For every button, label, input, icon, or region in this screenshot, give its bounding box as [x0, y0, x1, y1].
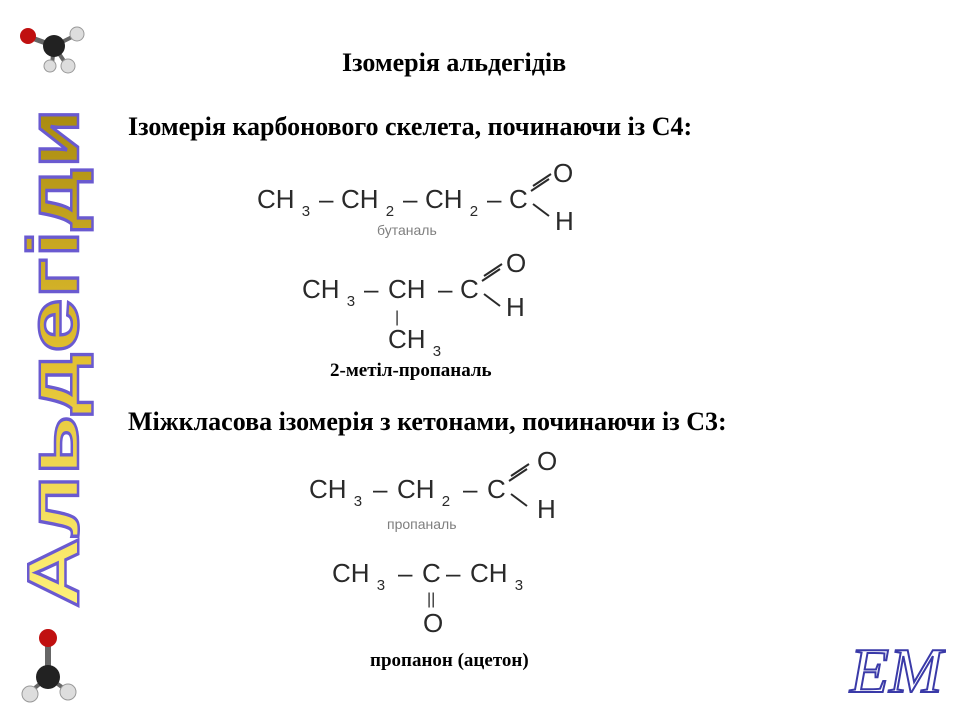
molecule-model-top-icon [14, 16, 94, 76]
name-propanone: пропанон (ацетон) [370, 650, 529, 671]
svg-text:||: || [427, 591, 436, 608]
side-banner [0, 80, 100, 620]
svg-text:CH 3 – C –: CH $_3$ – C – CH $_3$ [332, 558, 524, 594]
svg-text:EM: EM [850, 635, 943, 706]
svg-text:H: H [555, 206, 574, 236]
svg-text:CH 3 – CH 2: CH $_3$ – CH $_2$ – C [309, 474, 506, 510]
svg-text:CH 3 – CH 2: CH $_3$ – CH $_2$ – CH $_2$ – C [257, 184, 528, 220]
svg-text:H: H [506, 292, 525, 322]
svg-text:H: H [537, 494, 556, 524]
section-heading-interclass: Міжкласова ізомерія з кетонами, починаючи із С3: [128, 407, 727, 436]
name-methylpropanal: 2-метіл-пропаналь [330, 360, 492, 381]
name-butanal: бутаналь [377, 222, 437, 238]
svg-text:O: O [537, 448, 558, 476]
molecule-model-bottom-icon [14, 622, 84, 710]
page-title: Ізомерія альдегідів [342, 48, 567, 77]
svg-text:O: O [506, 248, 527, 278]
svg-text:CH 3: CH $_3$ [388, 324, 442, 360]
svg-text:|: | [395, 309, 400, 326]
em-logo [846, 626, 946, 712]
section-heading-skeleton: Ізомерія карбонового скелета, починаючи із С4: [128, 112, 693, 141]
name-propanal: пропаналь [387, 516, 457, 532]
svg-text:O: O [553, 160, 574, 188]
formula-methylpropanal [300, 248, 560, 360]
side-banner-text: Альдегіди [14, 240, 94, 608]
formula-propanone [328, 548, 548, 638]
svg-text:O: O [423, 608, 444, 638]
svg-text:CH 3 – CH –: CH $_3$ – CH – C [302, 274, 479, 310]
